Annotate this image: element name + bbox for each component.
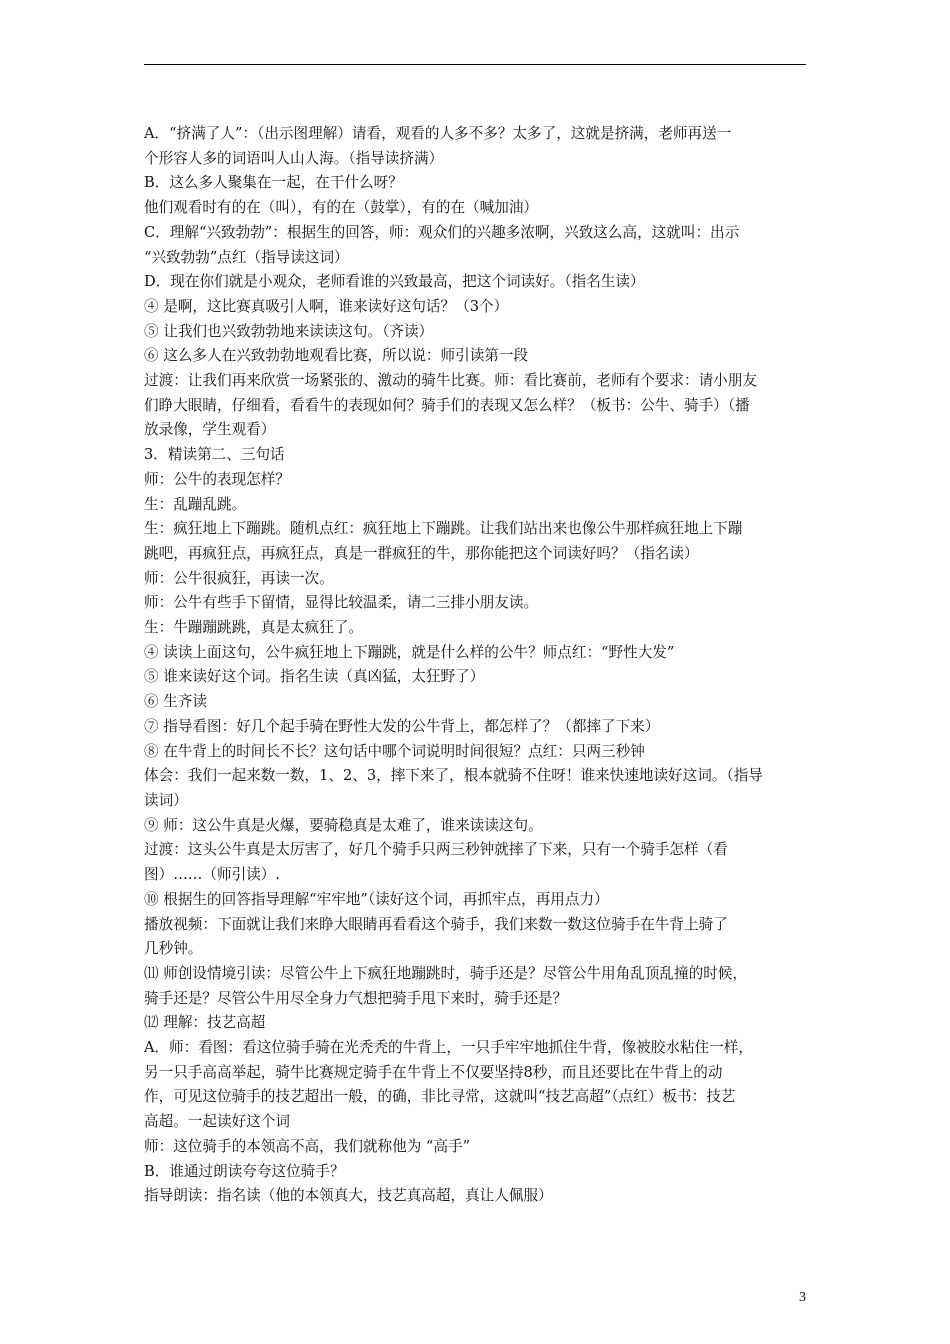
text-line: ⑨ 师：这公牛真是火爆，要骑稳真是太难了，谁来读读这句。 [144,816,543,834]
text-line: B．这么多人聚集在一起，在干什么呀？ [144,174,403,192]
text-line: ⑦ 指导看图：好几个起手骑在野性大发的公牛背上，都怎样了？（都摔了下来） [144,717,660,735]
text-line: ⑩ 根据生的回答指导理解“牢牢地”（读好这个词，再抓牢点，再用点力） [144,890,609,908]
text-line: 几秒钟。 [144,940,203,958]
text-line: B．谁通过朗读夸夸这位骑手？ [144,1162,345,1180]
page-number: 3 [799,1290,806,1305]
text-line: A．师：看图：看这位骑手骑在光秃秃的牛背上，一只手牢牢地抓住牛背，像被胶水粘住一样， [144,1039,753,1057]
text-line: ⑥ 这么多人在兴致勃勃地观看比赛，所以说：师引读第一段 [144,347,529,365]
text-line: ⑧ 在牛背上的时间长不长？这句话中哪个词说明时间很短？点红：只两三秒钟 [144,742,645,760]
header-rule [144,64,806,65]
text-line: 他们观看时有的在（叫），有的在（鼓掌），有的在（喊加油） [144,199,539,217]
text-line: 过渡：让我们再来欣赏一场紧张的、激动的骑牛比赛。师：看比赛前，老师有个要求：请小朋友 [144,372,757,390]
text-line: 们睁大眼睛，仔细看，看看牛的表现如何？骑手们的表现又怎么样？（板书：公牛、骑手）（播 [144,396,750,414]
text-line: 体会：我们一起来数一数，1、2、3，摔下来了，根本就骑不住呀！谁来快速地读好这词。（指导 [144,767,763,785]
document-body [144,122,812,1209]
text-line: 跳吧，再疯狂点，再疯狂点，真是一群疯狂的牛，那你能把这个词读好吗？（指名读） [144,544,699,562]
text-line: 另一只手高高举起，骑牛比赛规定骑手在牛背上不仅要坚持8秒，而且还要比在牛背上的动 [144,1063,723,1081]
text-line: 作，可见这位骑手的技艺超出一般，的确，非比寻常，这就叫“技艺高超”（点红）板书：技艺 [144,1088,736,1106]
text-line: 播放视频：下面就让我们来睁大眼睛再看看这个骑手，我们来数一数这位骑手在牛背上骑了 [144,915,728,933]
text-line: A．“挤满了人”：（出示图理解）请看，观看的人多不多？太多了，这就是挤满，老师再送一 [144,125,732,142]
text-line: ④ 是啊，这比赛真吸引人啊，谁来读好这句话？（3个） [144,297,509,315]
text-line: ⑿ 理解：技艺高超 [144,1014,266,1032]
text-line: 师：公牛有些手下留情，显得比较温柔，请二三排小朋友读。 [144,594,539,612]
text-line: “兴致勃勃”点红（指导读这词） [144,248,349,266]
text-line: 师：公牛很疯狂，再读一次。 [144,569,334,587]
text-line: 过渡：这头公牛真是太厉害了，好几个骑手只两三秒钟就摔了下来，只有一个骑手怎样（看 [144,841,728,859]
text-line: ⑥ 生齐读 [144,693,208,711]
text-line: 图）……（师引读）. [144,866,280,884]
text-line: 读词） [144,791,188,809]
text-line: ④ 读读上面这句，公牛疯狂地上下蹦跳，就是什么样的公牛？师点红：“野性大发” [144,643,675,661]
text-line: 3．精读第二、三句话 [144,446,285,464]
text-line: 放录像，学生观看） [144,421,276,439]
text-line: 骑手还是？尽管公牛用尽全身力气想把骑手甩下来时，骑手还是？ [144,989,568,1007]
text-line: 师：这位骑手的本领高不高，我们就称他为 “高手” [144,1137,471,1155]
text-line: 高超。一起读好这个词 [144,1113,290,1131]
text-line: 生：牛蹦蹦跳跳，真是太疯狂了。 [144,619,363,637]
text-line: 指导朗读：指名读（他的本领真大，技艺真高超，真让人佩服） [144,1187,553,1205]
text-line: D．现在你们就是小观众，老师看谁的兴致最高，把这个词读好。（指名生读） [144,273,645,291]
text-line: 个形容人多的词语叫人山人海。（指导读挤满） [144,149,444,167]
text-line: ⑤ 谁来读好这个词。指名生读（真凶猛，太狂野了） [144,668,485,686]
text-line: ⑾ 师创设情境引读：尽管公牛上下疯狂地蹦跳时，骑手还是？尽管公牛用角乱顶乱撞的时候， [144,964,747,982]
text-line: 师：公牛的表现怎样？ [144,470,290,488]
text-line: ⑤ 让我们也兴致勃勃地来读读这句。（齐读） [144,322,434,340]
text-line: C．理解“兴致勃勃”：根据生的回答，师：观众们的兴趣多浓啊，兴致这么高，这就叫：出示 [144,223,740,241]
text-line: 生：疯狂地上下蹦跳。随机点红：疯狂地上下蹦跳。让我们站出来也像公牛那样疯狂地上下蹦 [144,520,743,538]
text-line: 生：乱蹦乱跳。 [144,495,247,513]
